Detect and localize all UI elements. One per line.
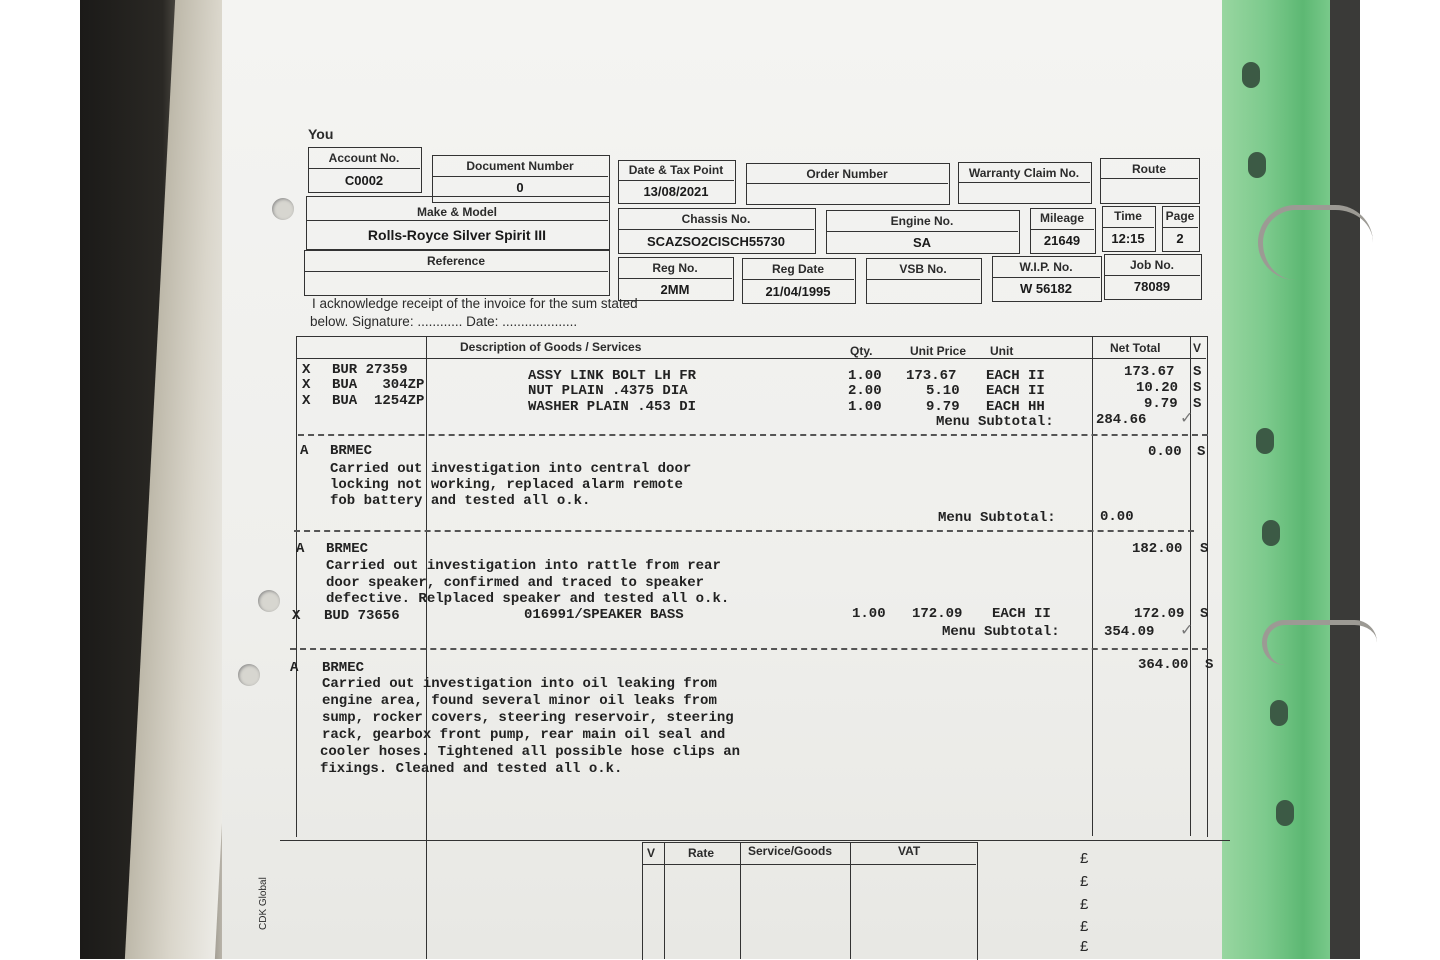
labour-vat-code: S — [1197, 444, 1206, 460]
part-price: 173.67 — [906, 368, 957, 384]
punch-hole — [238, 664, 260, 686]
labour-vat-code: S — [1200, 541, 1209, 557]
part-description: WASHER PLAIN .453 DI — [528, 399, 697, 415]
reg-date-value: 21/04/1995 — [765, 284, 831, 299]
part-number: BUA 304ZP — [332, 377, 425, 393]
account-no-label: Account No. — [328, 151, 400, 165]
sleeve-hole — [1256, 428, 1274, 454]
subtotal-label: Menu Subtotal: — [942, 624, 1060, 640]
background-left — [0, 0, 80, 959]
engine-no-label: Engine No. — [890, 214, 954, 228]
punch-hole — [272, 198, 294, 220]
subtotal-value: 0.00 — [1100, 509, 1134, 525]
row-flag: X — [302, 393, 311, 409]
labour-net: 0.00 — [1148, 444, 1182, 460]
wip-no-label: W.I.P. No. — [1019, 260, 1073, 274]
labour-net: 364.00 — [1138, 657, 1189, 673]
labour-net: 182.00 — [1132, 541, 1183, 557]
section-divider — [290, 648, 1208, 650]
wip-no-value: W 56182 — [1019, 281, 1073, 296]
part-number: BUA 1254ZP — [332, 393, 425, 409]
labour-line: fixings. Cleaned and tested all o.k. — [320, 761, 623, 777]
currency-symbol: £ — [1080, 850, 1089, 867]
row-flag: X — [302, 377, 311, 393]
binder-ring — [1262, 620, 1377, 665]
page-value: 2 — [1176, 231, 1184, 246]
labour-line: Carried out investigation into oil leaking from — [322, 676, 717, 692]
subtotal-label: Menu Subtotal: — [936, 414, 1054, 430]
part-unit: EACH HH — [986, 399, 1045, 415]
order-number-label: Order Number — [806, 167, 888, 181]
mileage-label: Mileage — [1039, 211, 1084, 225]
reg-no-value: 2MM — [660, 282, 690, 297]
document-number-value: 0 — [516, 180, 524, 195]
currency-symbol: £ — [1080, 938, 1089, 955]
part-qty: 2.00 — [848, 383, 882, 399]
part-description: ASSY LINK BOLT LH FR — [528, 368, 697, 384]
reg-no-label: Reg No. — [652, 261, 698, 275]
acknowledge-line-1: I acknowledge receipt of the invoice for the sum stated — [312, 296, 638, 311]
qty-header: Qty. — [850, 344, 873, 358]
binder-spine — [1330, 0, 1360, 959]
currency-symbol: £ — [1080, 873, 1089, 890]
subtotal-label: Menu Subtotal: — [938, 510, 1056, 526]
part-net: 10.20 — [1136, 380, 1179, 396]
v-header: V — [1193, 341, 1202, 355]
part-price: 9.79 — [926, 399, 960, 415]
currency-symbol: £ — [1080, 918, 1089, 935]
route-label: Route — [1132, 162, 1166, 176]
time-label: Time — [1114, 209, 1142, 223]
make-model-value: Rolls-Royce Silver Spirit III — [367, 227, 547, 243]
part-qty: 1.00 — [848, 368, 882, 384]
engine-no-value: SA — [912, 235, 932, 250]
binder-ring — [1258, 205, 1373, 280]
labour-line: sump, rocker covers, steering reservoir, steering — [322, 710, 734, 726]
labour-code: A — [300, 443, 309, 459]
sleeve-hole — [1276, 800, 1294, 826]
part-net: 9.79 — [1144, 396, 1178, 412]
part-unit: EACH II — [992, 606, 1051, 622]
unit-header: Unit — [990, 344, 1014, 358]
job-no-label: Job No. — [1130, 258, 1174, 272]
part-qty: 1.00 — [848, 399, 882, 415]
column-divider — [1092, 336, 1093, 836]
part-net: 173.67 — [1124, 364, 1175, 380]
chassis-no-label: Chassis No. — [681, 212, 751, 226]
background-right — [1360, 0, 1440, 959]
date-tax-point-value: 13/08/2021 — [643, 184, 709, 199]
subtotal-value: 284.66 — [1096, 412, 1147, 428]
page-label: Page — [1165, 209, 1195, 223]
warranty-claim-label: Warranty Claim No. — [968, 166, 1080, 180]
labour-name: BRMEC — [330, 443, 373, 459]
labour-line: Carried out investigation into central door — [330, 461, 692, 477]
labour-line: defective. Relplaced speaker and tested all o.k. — [326, 591, 730, 607]
section-divider — [298, 434, 1208, 436]
reg-date-label: Reg Date — [771, 262, 824, 276]
sleeve-hole — [1248, 152, 1266, 178]
part-qty: 1.00 — [852, 606, 886, 622]
date-tax-point-label: Date & Tax Point — [628, 163, 724, 177]
labour-line: engine area, found several minor oil leaks from — [322, 693, 717, 709]
part-price: 5.10 — [926, 383, 960, 399]
labour-line: Carried out investigation into rattle from rear — [326, 558, 721, 574]
document-number-label: Document Number — [466, 159, 574, 173]
net-total-header: Net Total — [1110, 341, 1161, 355]
labour-vat-code: S — [1205, 657, 1214, 673]
part-number: BUR 27359 — [332, 362, 408, 378]
check-mark: ✓ — [1180, 622, 1194, 639]
part-vat-code: S — [1200, 606, 1209, 622]
labour-line: locking not working, replaced alarm remote — [330, 477, 683, 493]
make-model-label: Make & Model — [416, 205, 497, 219]
part-vat-code: S — [1193, 364, 1202, 380]
currency-symbol: £ — [1080, 896, 1089, 913]
labour-line: door speaker, confirmed and traced to speaker — [326, 575, 705, 591]
section-divider — [294, 530, 1194, 532]
description-header: Description of Goods / Services — [460, 340, 642, 354]
labour-name: BRMEC — [322, 660, 365, 676]
sleeve-hole — [1262, 520, 1280, 546]
labour-line: fob battery and tested all o.k. — [330, 493, 591, 509]
punch-hole — [258, 590, 280, 612]
labour-code: A — [290, 660, 299, 676]
reference-label: Reference — [426, 254, 486, 268]
mileage-value: 21649 — [1043, 233, 1081, 248]
part-number: BUD 73656 — [324, 608, 400, 624]
labour-name: BRMEC — [326, 541, 369, 557]
row-flag: X — [292, 608, 301, 624]
account-no-value: C0002 — [344, 173, 384, 188]
part-unit: EACH II — [986, 368, 1045, 384]
subtotal-value: 354.09 — [1104, 624, 1155, 640]
footer-brand: CDK Global — [258, 877, 269, 930]
job-no-value: 78089 — [1133, 279, 1171, 294]
vat-v-header: V — [647, 846, 656, 860]
part-description: 016991/SPEAKER BASS — [524, 607, 684, 623]
you-label: You — [308, 126, 334, 142]
chassis-no-value: SCAZSO2CISCH55730 — [647, 234, 785, 249]
vsb-no-label: VSB No. — [899, 262, 947, 276]
part-vat-code: S — [1193, 396, 1202, 412]
part-price: 172.09 — [912, 606, 963, 622]
acknowledge-line-2: below. Signature: ............ Date: .................... — [310, 314, 578, 329]
labour-line: rack, gearbox front pump, rear main oil seal and — [322, 727, 726, 743]
vat-service-goods-header: Service/Goods — [748, 844, 833, 858]
part-description: NUT PLAIN .4375 DIA — [528, 383, 688, 399]
vat-header: VAT — [898, 844, 921, 858]
part-unit: EACH II — [986, 383, 1045, 399]
unit-price-header: Unit Price — [910, 344, 967, 358]
check-mark: ✓ — [1180, 410, 1194, 427]
sleeve-hole — [1242, 62, 1260, 88]
row-flag: X — [302, 362, 311, 378]
time-value: 12:15 — [1111, 231, 1145, 246]
part-vat-code: S — [1193, 380, 1202, 396]
sleeve-hole — [1270, 700, 1288, 726]
labour-code: A — [296, 541, 305, 557]
labour-line: cooler hoses. Tightened all possible hose clips an — [320, 744, 741, 760]
vat-rate-header: Rate — [688, 846, 715, 860]
part-net: 172.09 — [1134, 606, 1185, 622]
